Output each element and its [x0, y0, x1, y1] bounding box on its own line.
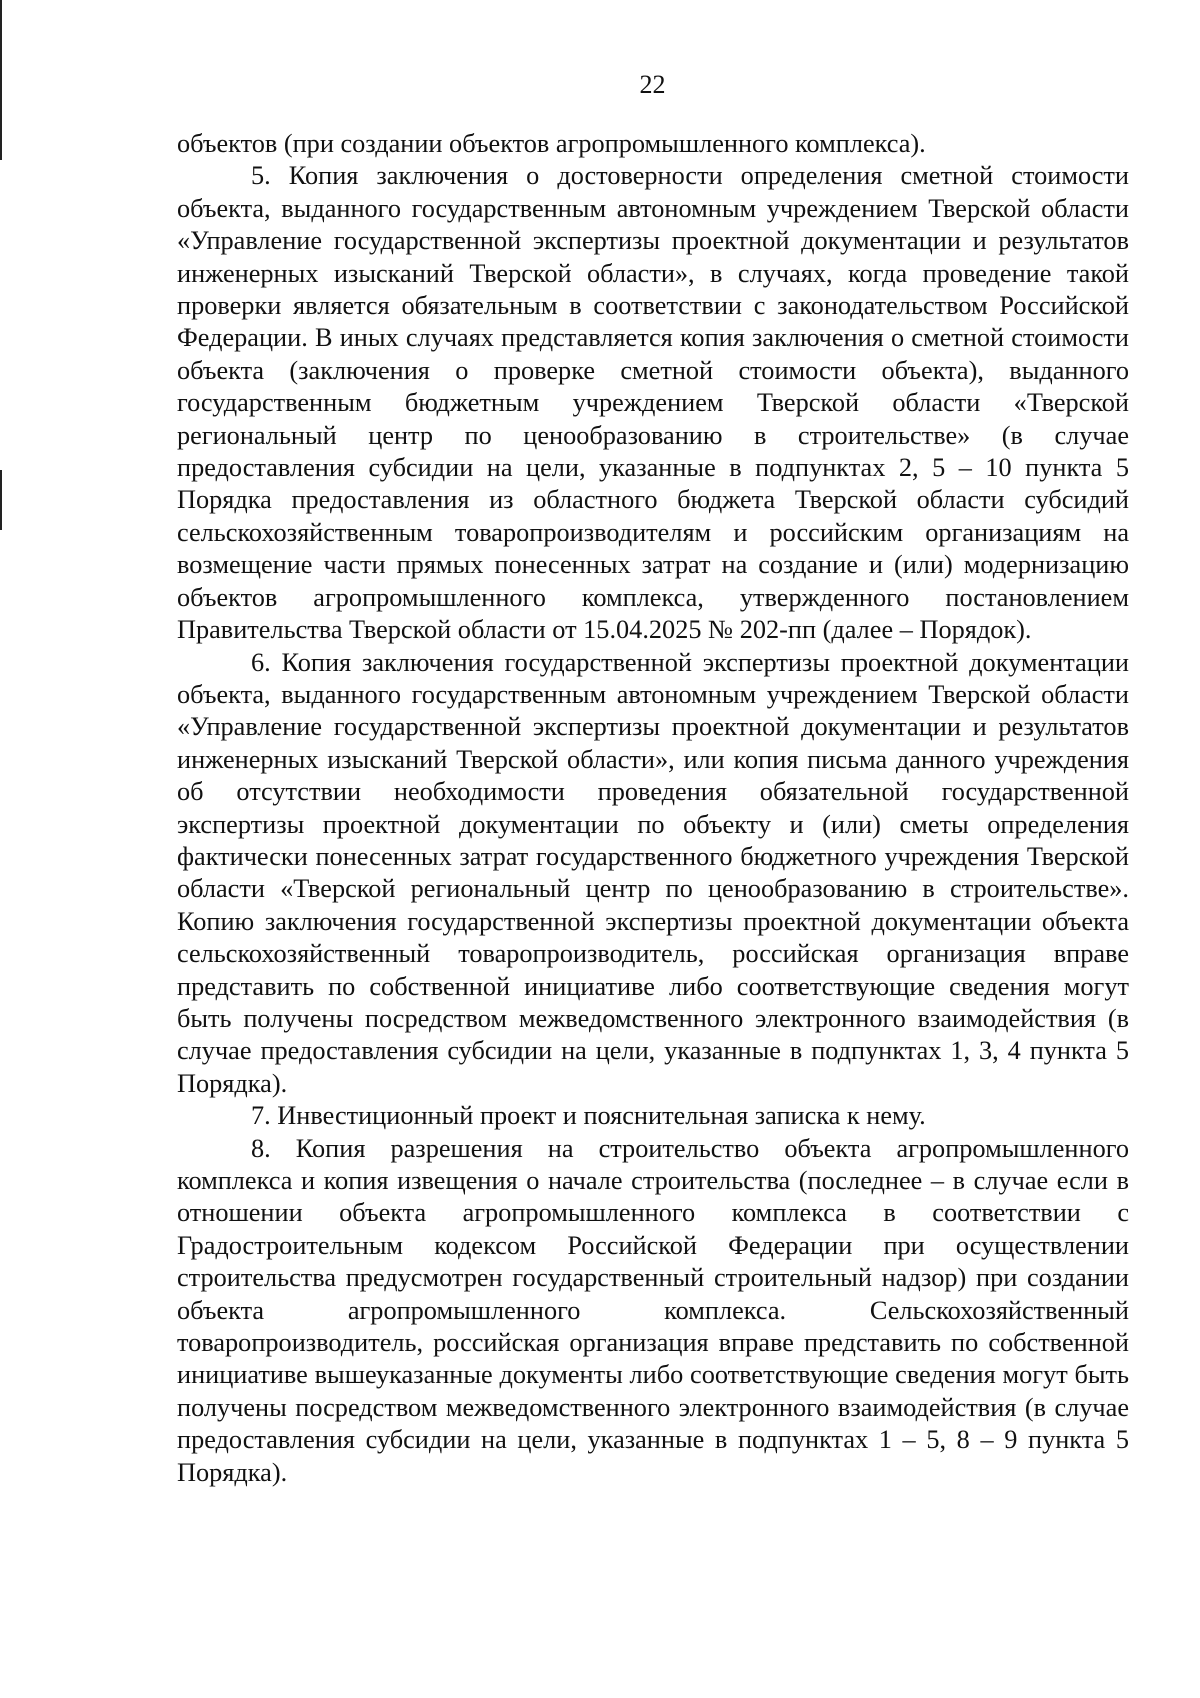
page-number: 22	[639, 70, 666, 99]
document-body	[177, 128, 1129, 1489]
paragraph-item-8: 8. Копия разрешения на строительство объекта агропромышленного комплекса и копия извещения о начале строительства (последнее – в случае если в отношении объекта агропромышленного комплекса в соответствии с Градостроительным кодексом Российской Федерации при осуществлении строительства предусмотрен государственный строительный надзор) при создании объекта агропромышленного комплекса. Сельскохозяйственный товаропроизводитель, российская организация вправе представить по собственной инициативе вышеуказанные документы либо соответствующие сведения могут быть получены посредством межведомственного электронного взаимодействия (в случае предоставления субсидии на цели, указанные в подпунктах 1 – 5, 8 – 9 пункта 5 Порядка).	[177, 1133, 1129, 1487]
scan-edge-mark	[0, 470, 2, 530]
paragraph-item-7: 7. Инвестиционный проект и пояснительная записка к нему.	[251, 1101, 926, 1131]
paragraph-continuation: объектов (при создании объектов агропромышленного комплекса).	[177, 129, 926, 158]
paragraph-item-5: 5. Копия заключения о достоверности определения сметной стоимости объекта, выданного государственным автономным учреждением Тверской области «Управление государственной экспертизы проектной документации и результатов инженерных изысканий Тверской области», в случаях, когда проведение такой проверки является обязательным в соответствии с законодательством Российской Федерации. В иных случаях представляется копия заключения о сметной стоимости объекта (заключения о проверке сметной стоимости объекта), выданного государственным бюджетным учреждением Тверской области «Тверской региональный центр по ценообразованию в строительстве» (в случае предоставления субсидии на цели, указанные в подпунктах 2, 5 – 10 пункта 5 Порядка предоставления из областного бюджета Тверской области субсидий сельскохозяйственным товаропроизводителям и российским организациям на возмещение части прямых понесенных затрат на создание и (или) модернизацию объектов агропромышленного комплекса, утвержденного постановлением Правительства Тверской области от 15.04.2025 № 202-пп (далее – Порядок).	[177, 161, 1129, 645]
paragraph-item-6: 6. Копия заключения государственной экспертизы проектной документации объекта, выданного государственным автономным учреждением Тверской области «Управление государственной экспертизы проектной документации и результатов инженерных изысканий Тверской области», или копия письма данного учреждения об отсутствии необходимости проведения обязательной государственной экспертизы проектной документации по объекту и (или) сметы определения фактически понесенных затрат государственного бюджетного учреждения Тверской области «Тверской региональный центр по ценообразованию в строительстве». Копию заключения государственной экспертизы проектной документации объекта сельскохозяйственный товаропроизводитель, российская организация вправе представить по собственной инициативе либо соответствующие сведения могут быть получены посредством межведомственного электронного взаимодействия (в случае предоставления субсидии на цели, указанные в подпунктах 1, 3, 4 пункта 5 Порядка).	[177, 647, 1129, 1098]
